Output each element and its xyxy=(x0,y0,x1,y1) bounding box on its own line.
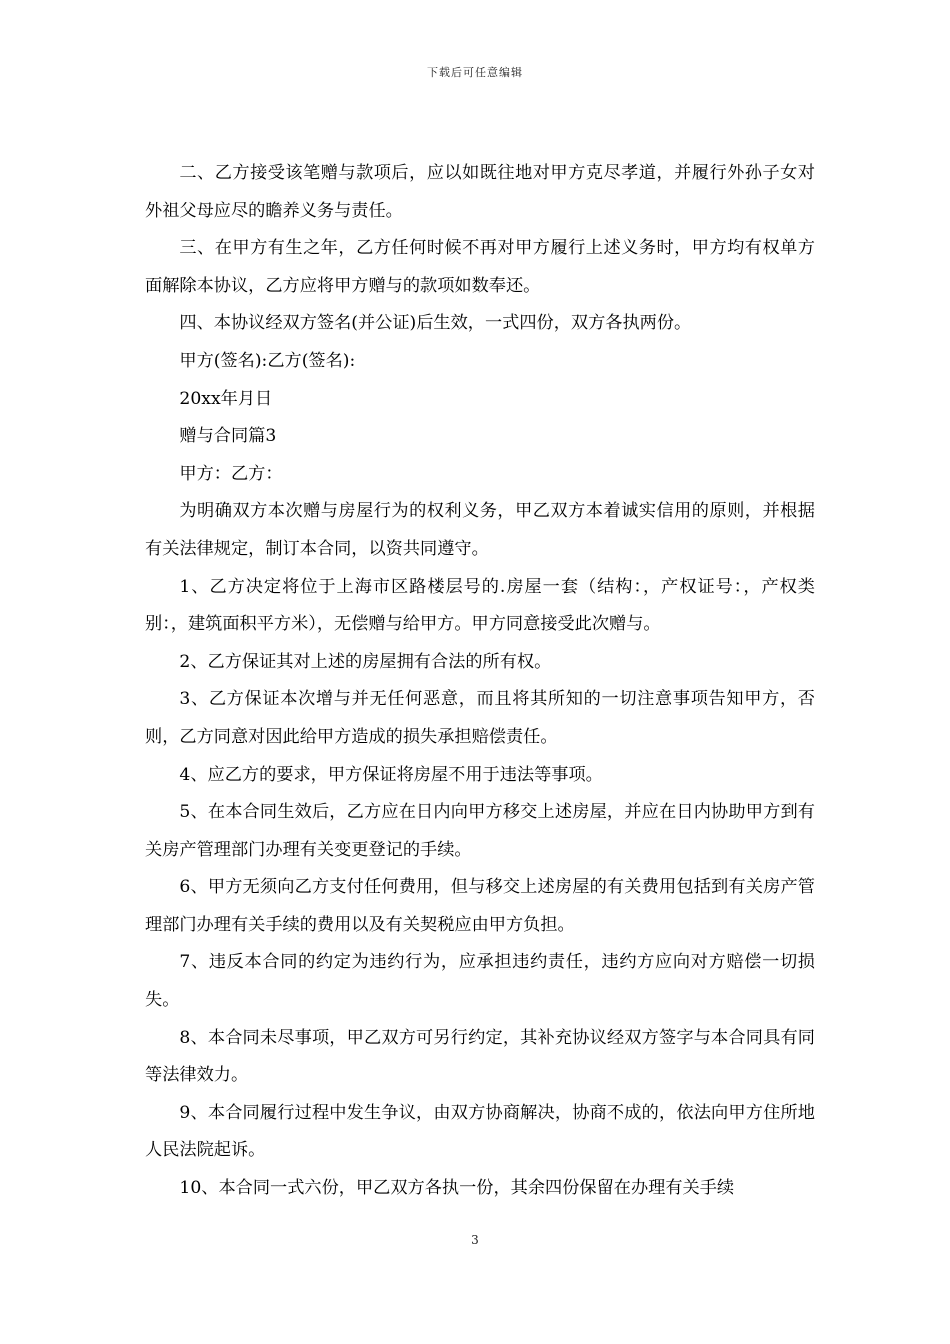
article-5: 5、在本合同生效后，乙方应在日内向甲方移交上述房屋，并应在日内协助甲方到有关房产管理部门办理有关变更登记的手续。 xyxy=(145,802,815,860)
paragraph-clause-2: 二、乙方接受该笔赠与款项后，应以如既往地对甲方克尽孝道，并履行外孙子女对外祖父母应尽的瞻养义务与责任。 xyxy=(145,163,815,221)
preamble-paragraph: 为明确双方本次赠与房屋行为的权利义务，甲乙双方本着诚实信用的原则，并根据有关法律规定，制订本合同，以资共同遵守。 xyxy=(145,501,815,559)
article-4: 4、应乙方的要求，甲方保证将房屋不用于违法等事项。 xyxy=(179,764,603,785)
article-9: 9、本合同履行过程中发生争议，由双方协商解决，协商不成的，依法向甲方住所地人民法院起诉。 xyxy=(145,1102,815,1161)
page-header: 下载后可任意编辑 xyxy=(427,66,523,79)
document-body xyxy=(145,155,815,1208)
page-number: 3 xyxy=(471,1233,479,1247)
article-10: 10、本合同一式六份，甲乙双方各执一份，其余四份保留在办理有关手续 xyxy=(179,1178,735,1199)
signature-line: 甲方(签名):乙方(签名): xyxy=(179,350,356,371)
article-3: 3、乙方保证本次增与并无任何恶意，而且将其所知的一切注意事项告知甲方，否则，乙方同意对因此给甲方造成的损失承担赔偿责任。 xyxy=(145,689,815,747)
parties-line: 甲方：乙方： xyxy=(179,463,283,484)
paragraph-clause-4: 四、本协议经双方签名(并公证)后生效，一式四份，双方各执两份。 xyxy=(179,313,692,334)
article-2: 2、乙方保证其对上述的房屋拥有合法的所有权。 xyxy=(179,651,552,672)
article-7: 7、违反本合同的约定为违约行为，应承担违约责任，违约方应向对方赔偿一切损失。 xyxy=(145,952,815,1011)
article-8: 8、本合同未尽事项，甲乙双方可另行约定，其补充协议经双方签字与本合同具有同等法律效力。 xyxy=(145,1027,815,1086)
article-1: 1、乙方决定将位于上海市区路楼层号的.房屋一套（结构：，产权证号：，产权类别：，建筑面积平方米），无偿赠与给甲方。甲方同意接受此次赠与。 xyxy=(145,576,815,635)
article-6: 6、甲方无须向乙方支付任何费用，但与移交上述房屋的有关费用包括到有关房产管理部门办理有关手续的费用以及有关契税应由甲方负担。 xyxy=(145,877,815,935)
paragraph-clause-3: 三、在甲方有生之年，乙方任何时候不再对甲方履行上述义务时，甲方均有权单方面解除本协议，乙方应将甲方赠与的款项如数奉还。 xyxy=(145,238,815,296)
date-line: 20xx年月日 xyxy=(179,388,273,409)
section-title: 赠与合同篇3 xyxy=(179,426,277,447)
